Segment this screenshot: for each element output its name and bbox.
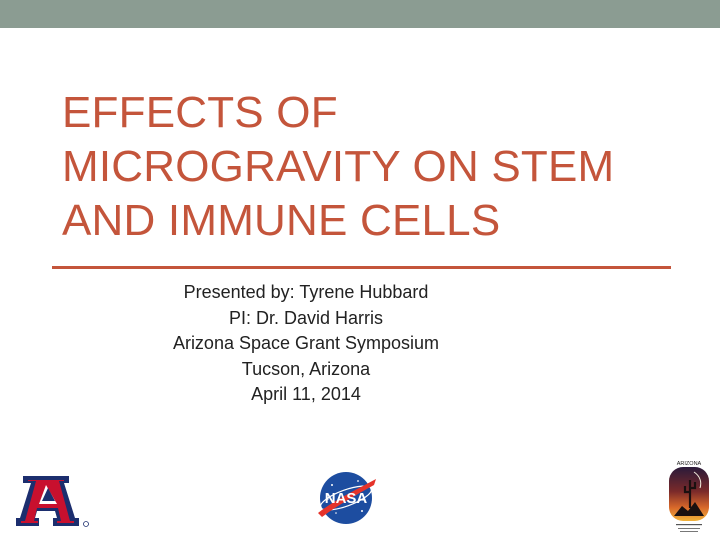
event-line: Arizona Space Grant Symposium	[172, 333, 440, 353]
title-line-3: AND IMMUNE CELLS	[62, 196, 501, 245]
asgc-wordmark: ARIZONA	[676, 461, 702, 467]
nasa-wordmark: NASA	[324, 490, 368, 507]
title-line-2: MICROGRAVITY ON STEM	[62, 142, 615, 191]
date-line: April 11, 2014	[251, 384, 361, 404]
nasa-logo	[314, 469, 378, 527]
university-of-arizona-logo	[14, 470, 90, 530]
presenter-info	[120, 280, 492, 408]
pi-line: PI: Dr. David Harris	[228, 307, 384, 328]
title-line-1: EFFECTS OF	[62, 88, 338, 137]
slide-title	[62, 86, 702, 248]
location-line: Tucson, Arizona	[241, 358, 371, 379]
presenter-line: Presented by: Tyrene Hubbard	[183, 282, 429, 302]
title-underline	[52, 266, 671, 269]
top-accent-bar	[0, 0, 720, 28]
arizona-space-grant-logo	[664, 458, 714, 536]
